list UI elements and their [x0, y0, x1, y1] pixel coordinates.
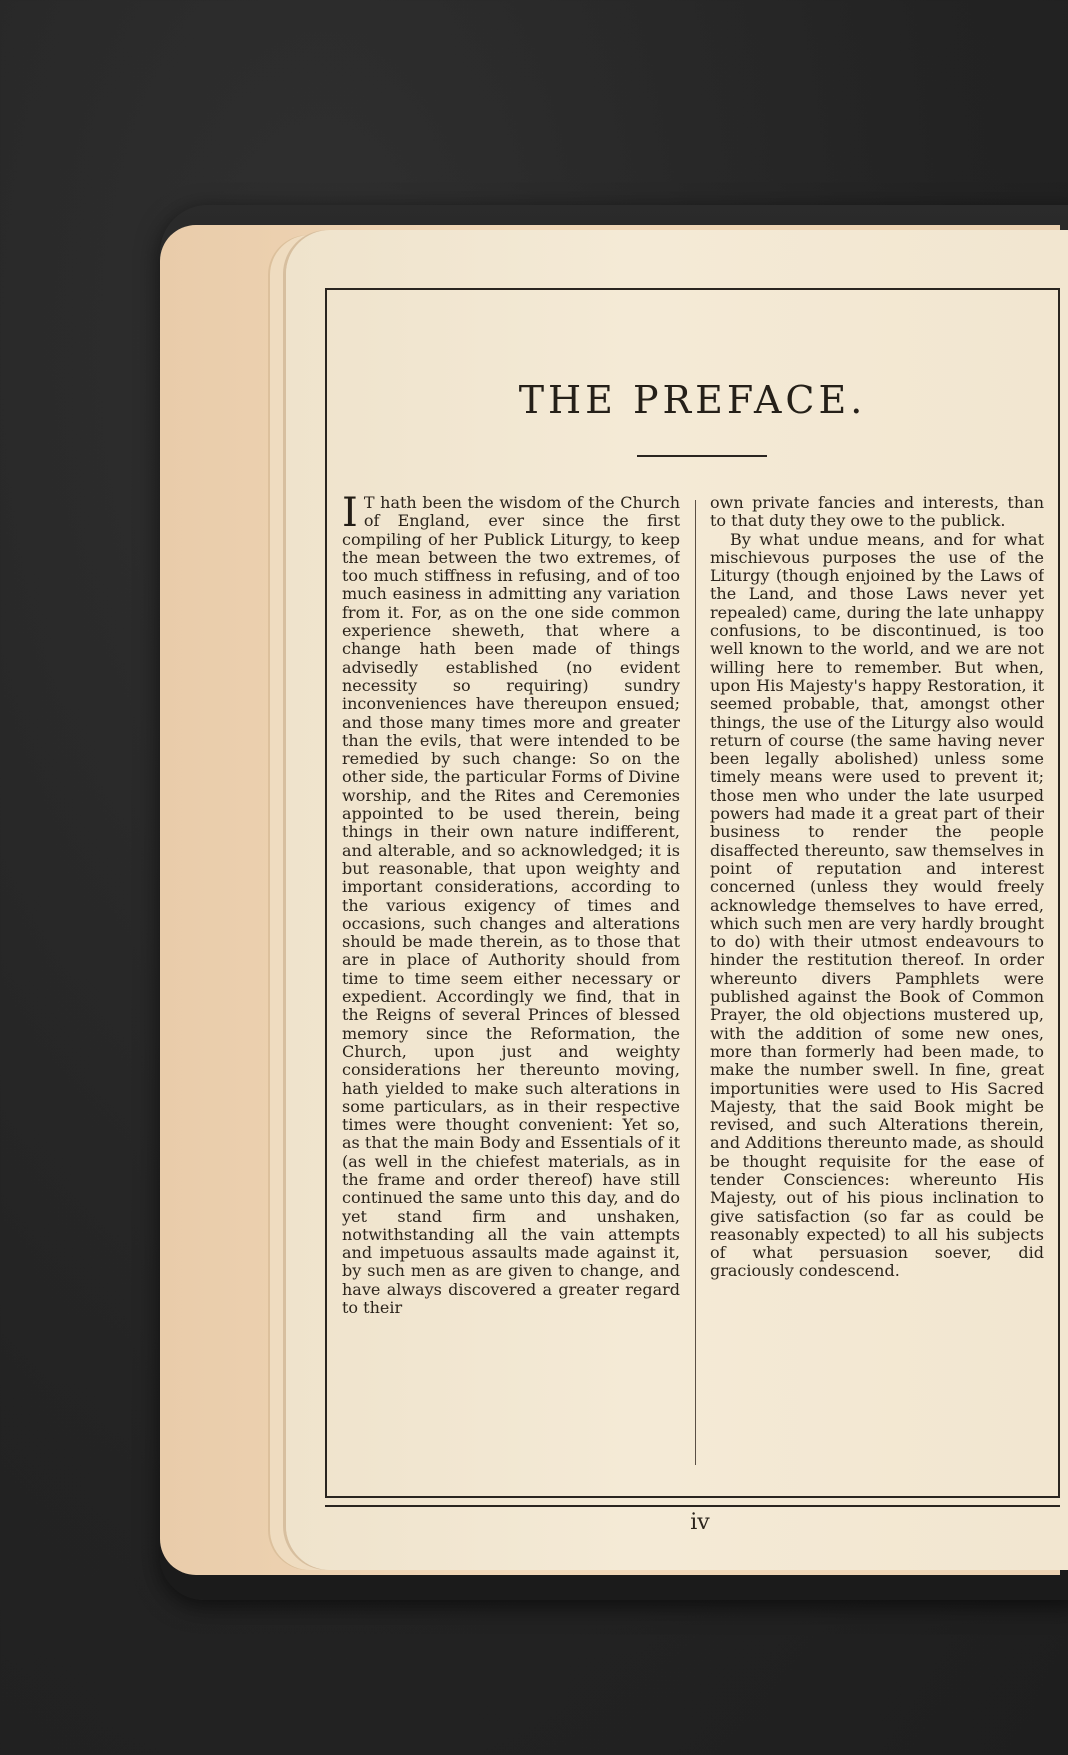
bottom-rule	[325, 1505, 1060, 1507]
right-column-paragraph-2: By what undue means, and for what mischievous purposes the use of the Liturgy (though enjoined by the Laws of the Land, and those Laws never yet repealed) came, during the late unhappy confusions, to be discontinued, is too well known to the world, and we are not willing here to remember. But when, upon His Majesty's happy Restoration, it seemed probable, that, amongst other things, the use of the Liturgy also would return of course (the same having never been legally abolished) unless some timely means were used to prevent it; those men who under the late usurped powers had made it a great part of their business to render the people disaffected thereunto, saw themselves in point of reputation and interest concerned (unless they would freely acknowledge themselves to have erred, which such men are very hardly brought to do) with their utmost endeavours to hinder the restitution thereof. In order whereunto divers Pamphlets were published against the Book of Common Prayer, the old objections mustered up, with the addition of some new ones, more than formerly had been made, to make the number swell. In fine, great importunities were used to His Sacred Majesty, that the said Book might be revised, and such Alterations therein, and Additions thereunto made, as should be thought requisite for the ease of tender Consciences: whereunto His Majesty, out of his pious inclination to give satisfaction (so far as could be reasonably expected) to all his subjects of what persuasion soever, did graciously condescend.	[710, 529, 1044, 1281]
page-number: iv	[690, 1510, 710, 1535]
drop-cap: I	[342, 494, 358, 536]
title-rule	[637, 455, 767, 457]
right-column	[710, 494, 1044, 1479]
right-column-paragraph-1: own private fancies and interests, than to that duty they owe to the publick.	[710, 494, 1044, 531]
page-title: THE PREFACE.	[518, 378, 867, 422]
column-divider	[695, 500, 696, 1465]
left-column-text: T hath been the wisdom of the Church of England, ever since the first compiling of her Publick Liturgy, to keep the mean between the two extremes, of too much stiffness in refusing, and of too much easiness in admitting any variation from it. For, as on the one side common experience sheweth, that where a change hath been made of things advisedly established (no evident necessity so requiring) sundry inconveniences have thereupon ensued; and those many times more and greater than the evils, that were intended to be remedied by such change: So on the other side, the particular Forms of Divine worship, and the Rites and Ceremonies appointed to be used therein, being things in their own nature indifferent, and alterable, and so acknowledged; it is but reasonable, that upon weighty and important considerations, according to the various exigency of times and occasions, such changes and alterations should be made therein, as to those that are in place of Authority should from time to time seem either necessary or expedient. Accordingly we find, that in the Reigns of several Princes of blessed memory since the Reformation, the Church, upon just and weighty considerations her thereunto moving, hath yielded to make such alterations in some particulars, as in their respective times were thought convenient: Yet so, as that the main Body and Essentials of it (as well in the chiefest materials, as in the frame and order thereof) have still continued the same unto this day, and do yet stand firm and unshaken, notwithstanding all the vain attempts and impetuous assaults made against it, by such men as are given to change, and have always discovered a greater regard to their	[342, 494, 680, 1318]
left-column	[342, 494, 680, 1479]
